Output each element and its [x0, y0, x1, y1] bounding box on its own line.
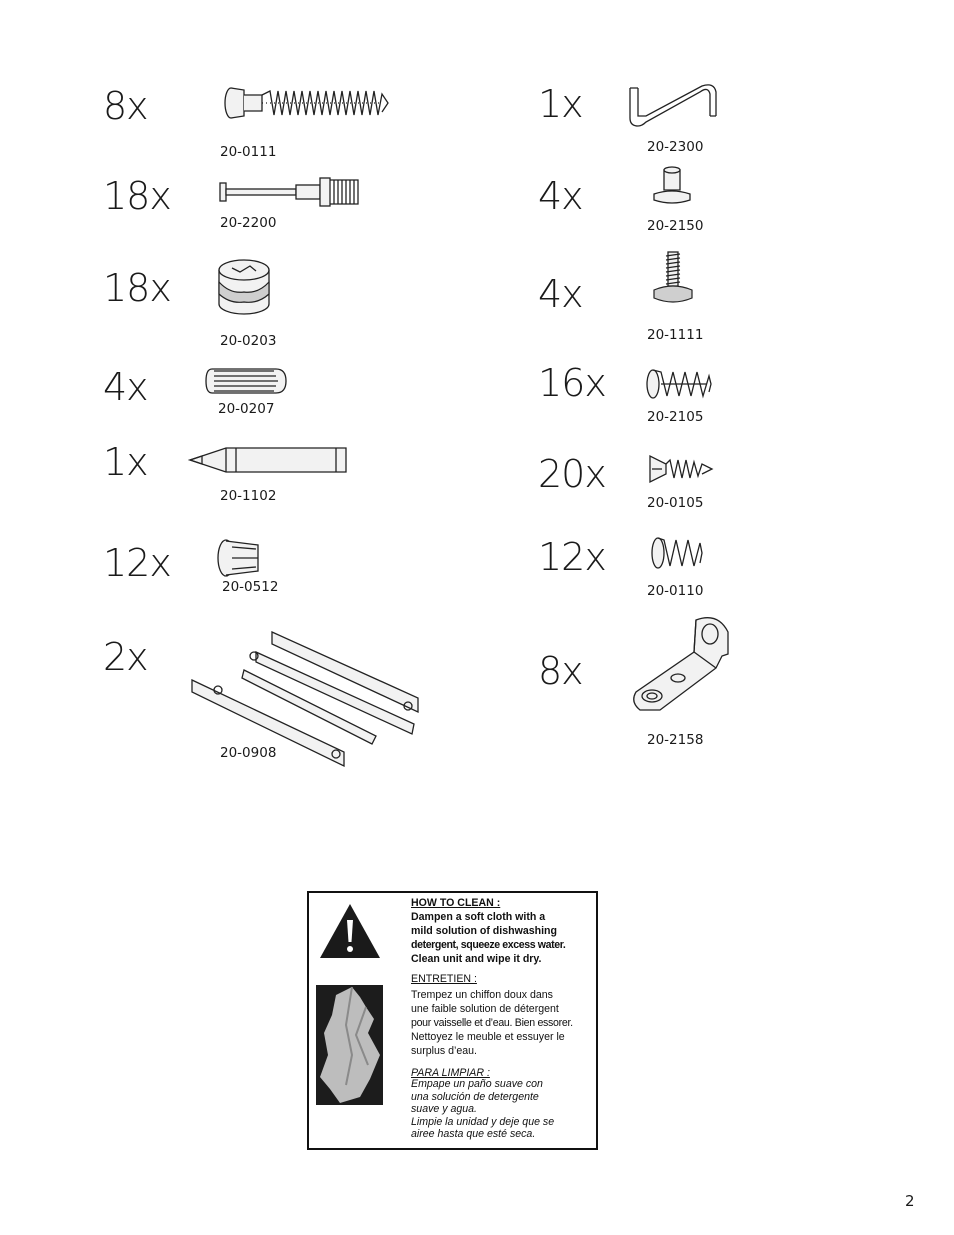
quantity-label: 20x: [538, 452, 606, 496]
quantity-label: 12x: [103, 541, 171, 585]
part-code: 20-0110: [647, 583, 704, 599]
quantity-label: 4x: [538, 174, 583, 218]
part-code: 20-0203: [220, 333, 277, 349]
part-code: 20-2150: [647, 218, 704, 234]
part-code: 20-1111: [647, 327, 704, 343]
part-code: 20-0105: [647, 495, 704, 511]
quantity-label: 18x: [103, 174, 171, 218]
quantity-label: 18x: [103, 266, 171, 310]
part-code: 20-2300: [647, 139, 704, 155]
quantity-label: 8x: [103, 84, 148, 128]
part-code: 20-2200: [220, 215, 277, 231]
cleaning-body-fr: Trempez un chiffon doux dans une faible solution de détergent pour vaisselle et d’eau. Bien essorer. Nettoyez le meuble et essuyer le surplus d’eau.: [411, 989, 573, 1057]
short-screw-icon: [650, 535, 704, 571]
euro-screw-icon: [645, 366, 713, 402]
quantity-label: 8x: [538, 649, 583, 693]
leveler-screw-icon: [650, 250, 696, 306]
cam-bolt-icon: [222, 86, 392, 122]
part-code: 20-0908: [220, 745, 277, 761]
cam-lock-icon: [216, 256, 272, 318]
cleaning-body-es: Empape un paño suave con una solución de detergente suave y agua. Limpie la unidad y deje que se airee hasta que esté seca.: [411, 1078, 555, 1140]
flat-head-screw-icon: [648, 452, 714, 486]
part-code: 20-0207: [218, 401, 275, 417]
part-code: 20-2158: [647, 732, 704, 748]
part-code: 20-1102: [220, 488, 277, 504]
cleaning-title-en: HOW TO CLEAN :: [411, 897, 501, 909]
quantity-label: 4x: [103, 365, 148, 409]
cleaning-body-en: Dampen a soft cloth with a mild solution of dishwashing detergent, squeeze excess water. Clean unit and wipe it dry.: [411, 911, 566, 965]
page-number: 2: [905, 1192, 915, 1210]
quantity-label: 12x: [538, 535, 606, 579]
part-code: 20-2105: [647, 409, 704, 425]
quantity-label: 2x: [103, 635, 148, 679]
connector-bolt-icon: [218, 174, 363, 210]
part-code: 20-0111: [220, 144, 277, 160]
quantity-label: 1x: [538, 82, 583, 126]
glide-foot-icon: [652, 166, 692, 208]
quantity-label: 16x: [538, 361, 606, 405]
warning-icon: [318, 902, 382, 960]
part-code: 20-0512: [222, 579, 279, 595]
pencil-icon: [188, 446, 348, 474]
cleaning-title-es: PARA LIMPIAR :: [411, 1067, 490, 1079]
quantity-label: 4x: [538, 272, 583, 316]
angle-bracket-icon: [630, 612, 734, 712]
allen-key-icon: [624, 80, 720, 132]
wood-dowel-icon: [204, 366, 288, 396]
cloth-icon: [316, 985, 383, 1105]
quantity-label: 1x: [103, 440, 148, 484]
plastic-plug-icon: [216, 537, 266, 579]
cleaning-title-fr: ENTRETIEN :: [411, 973, 477, 985]
